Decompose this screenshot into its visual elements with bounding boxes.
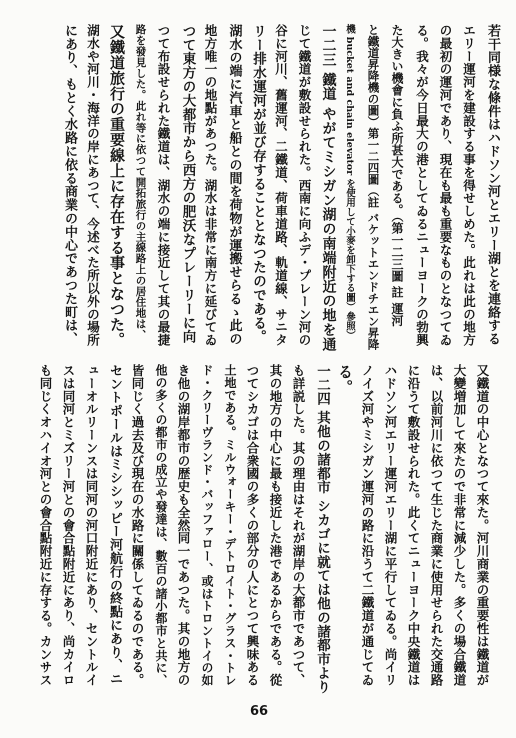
text-column: 皆同じく過去及び現在の水路に關係してゐるのである。: [130, 364, 145, 687]
text-column: つてシカゴは合衆國の多くの部分の人にとつて興味ある: [245, 364, 260, 687]
text-column: スは同河とミズリー河との會合點附近にあり、尚カイロ: [61, 364, 76, 687]
text-column: も詳説した。其の理由はそれが湖岸の大都市であつて、: [291, 364, 306, 687]
text-column: にあり、もとく水路に依る商業の中心であつた町は、: [62, 24, 77, 346]
text-column: つて布設せられた鐵道は、湖水の端に接近して其の最捷: [156, 24, 171, 347]
text-column: 湖水や河川・海洋の岸にあつて、今述べた所以外の場所: [85, 24, 101, 347]
text-column: 機 bucket and chain elevator を使用して小麥を卸下する圖）參照）: [344, 24, 355, 341]
text-column: 又鐵道の中心となつて來た。河川商業の重要性は鐵道が: [475, 364, 490, 687]
text-column: ド・クリーヴランド・バッファロー、或はトロントイの如: [200, 364, 214, 687]
text-column: と鐵道昇降機の圖）第一二四圖（註 バケットエンドチエン昇降: [366, 24, 381, 351]
text-column: つて東方の大都市から西方の肥沃なプレーリーに向: [179, 24, 196, 344]
text-column: き他の湖岸都市の歴史も全然同一であつた。其の地方の: [176, 364, 191, 687]
text-column: リー排水運河が並び存することとなつたのである。: [250, 24, 266, 344]
text-column: 湖水の端に汽車と船との間を荷物が運搬せらるゝ此の: [226, 24, 242, 346]
text-column: 大變増加して來たので非常に減少した。多くの場合鐵道: [452, 364, 467, 687]
text-column: 若干同様な條件はハドソン河とエリー湖とを連絡する: [485, 24, 500, 346]
text-column: 地方唯一の地點があつた。湖水は非常に南方に延びてゐ: [203, 24, 218, 347]
text-column: 其の地方の中心に最も接近した港であるからである。從: [268, 364, 283, 687]
text-column: る。我々が今日最大の港としてゐるニューヨークの勃興: [414, 24, 430, 347]
page-number: 66: [249, 704, 269, 719]
text-column: セントポールはミシシッピー河航行の終點にあり、ニ: [107, 364, 122, 686]
text-column: 土地である。ミルウォーキー・デトロイト・グラス・トレ: [223, 364, 237, 687]
text-column: エリー運河を建設する事を得せしめた。此れは此の地方: [461, 24, 477, 347]
text-column: は、以前河川に依つて生じた商業に使用せられた交通路: [429, 364, 444, 687]
text-column: 一二三 鐵道 やがてミシガン湖の南端附近の地を通: [320, 24, 337, 352]
text-column: 路を發見した。此れ等に依つて開拓旅行の主線路上の居住地は、: [134, 24, 147, 341]
text-column: に沿うて敷設せられた。此くてニューヨーク中央鐵道は: [406, 364, 421, 687]
text-column: ハドソン河エリー運河エリー湖に平行してゐる。尚イリ: [383, 364, 398, 687]
text-column: た大きい機會に負ふ所甚大である。（第一二三圖 註 運河: [390, 24, 404, 327]
text-column: 一二四 其他の諸都市 シカゴに就ては他の諸都市より: [314, 364, 330, 694]
text-column: 他の多くの都市の成立や發達は、數百の諸小都市と共に、: [154, 364, 168, 687]
text-column: ューオルリーンスは同河の河口附近にあり、セントルイ: [84, 364, 99, 687]
text-column: 谷に河川、舊運河、二鐵道、荷車道路、軌道線、サニタ: [273, 24, 289, 347]
text-column: る。: [336, 364, 354, 395]
text-column: ノイズ河やミシガン運河の路に沿うて二鐵道が通じてゐ: [360, 364, 375, 687]
text-column: じて鐵道が敷設せられた。西南に向ふデ・プレーン河の: [297, 24, 312, 347]
text-column: も同じくオハイオ河との會合點附近に存する。カンサス: [38, 364, 53, 687]
text-column: 又鐵道旅行の重要線上に存在する事となつた。: [108, 24, 126, 348]
text-column: の最初の運河であり、現在も最も重要なものとなつてゐ: [438, 24, 453, 347]
